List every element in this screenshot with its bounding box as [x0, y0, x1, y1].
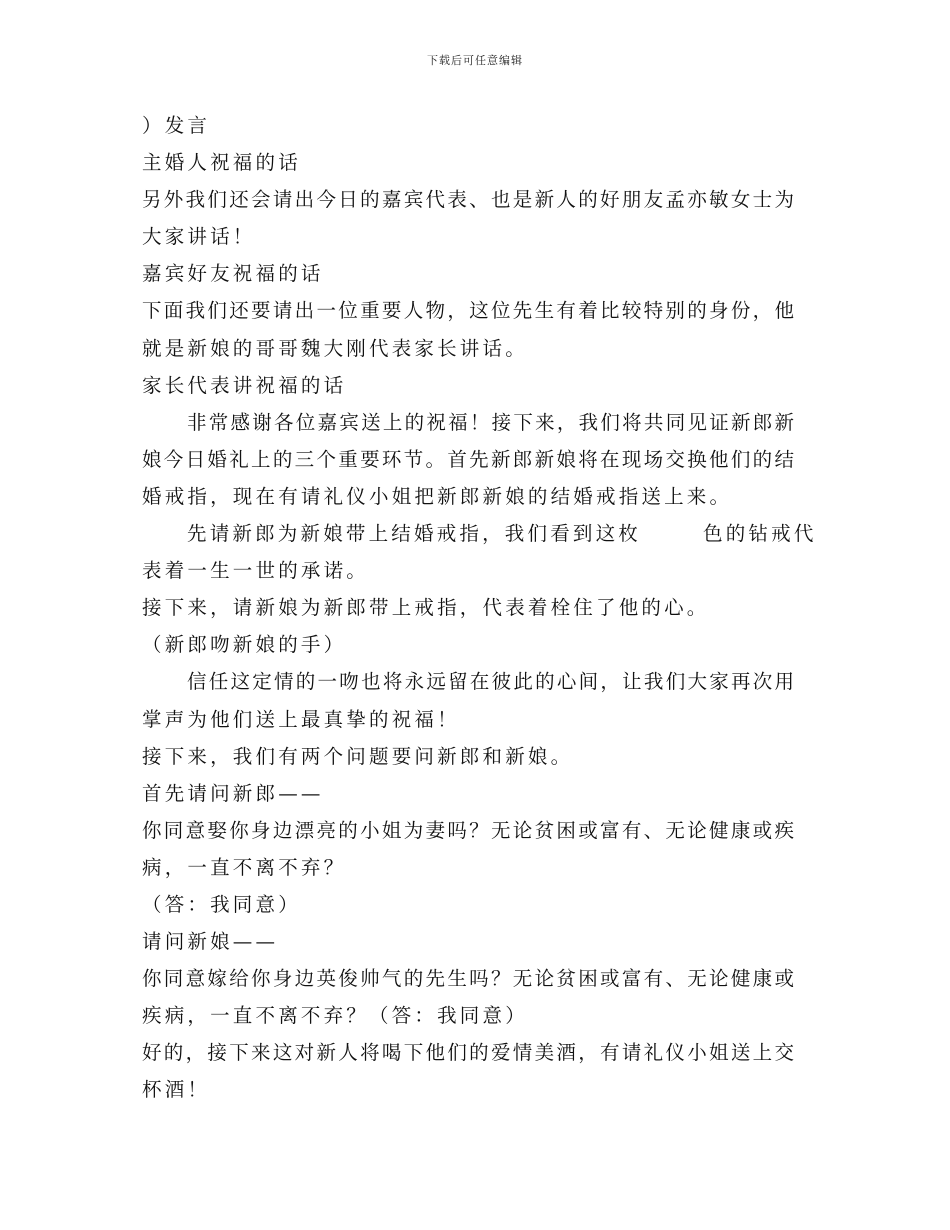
text-line: 表着一生一世的承诺。 [142, 559, 370, 583]
text-segment: 先请新郎为新娘带上结婚戒指，我们看到这枚 [187, 522, 642, 546]
text-line: 接下来，我们有两个问题要问新郎和新娘。 [142, 744, 574, 768]
text-line: 病，一直不离不弃？ [142, 855, 347, 879]
text-line: 你同意娶你身边漂亮的小姐为妻吗？无论贫困或富有、无论健康或疾 [142, 818, 794, 842]
page-header: 下载后可任意编辑 [427, 54, 523, 67]
text-line: 掌声为他们送上最真挚的祝福！ [142, 707, 460, 731]
text-line: 就是新娘的哥哥魏大刚代表家长讲话。 [142, 336, 528, 360]
text-line: 请问新娘—— [142, 930, 279, 954]
text-line: 你同意嫁给你身边英俊帅气的先生吗？无论贫困或富有、无论健康或 [142, 967, 794, 991]
document-body [142, 107, 817, 1109]
text-line: ）发言 [142, 114, 211, 137]
text-line: 家长代表讲祝福的话 [142, 373, 347, 397]
text-line: （答：我同意） [142, 892, 301, 916]
text-line [142, 515, 817, 552]
text-line: 首先请问新郎—— [142, 781, 324, 805]
text-line: 信任这定情的一吻也将永远留在彼此的心间，让我们大家再次用 [187, 670, 794, 694]
text-line: 好的，接下来这对新人将喝下他们的爱情美酒，有请礼仪小姐送上交 [142, 1041, 794, 1065]
text-line: 另外我们还会请出今日的嘉宾代表、也是新人的好朋友孟亦敏女士为 [142, 188, 794, 212]
text-line: 婚戒指，现在有请礼仪小姐把新郎新娘的结婚戒指送上来。 [142, 484, 733, 508]
text-line: 嘉宾好友祝福的话 [142, 262, 324, 286]
text-line: 大家讲话！ [142, 225, 256, 249]
text-line: 主婚人祝福的话 [142, 151, 301, 175]
text-segment: 色的钻戒代 [703, 522, 817, 546]
text-line: 非常感谢各位嘉宾送上的祝福！接下来，我们将共同见证新郎新 [187, 410, 794, 434]
text-line: 娘今日婚礼上的三个重要环节。首先新郎新娘将在现场交换他们的结 [142, 447, 794, 471]
text-line: 接下来，请新娘为新郎带上戒指，代表着栓住了他的心。 [142, 596, 710, 620]
text-line: 疾病，一直不离不弃？（答：我同意） [142, 1004, 528, 1028]
text-line: 杯酒！ [142, 1078, 211, 1102]
text-line: 下面我们还要请出一位重要人物，这位先生有着比较特别的身份，他 [142, 299, 794, 323]
text-line: （新郎吻新娘的手） [142, 633, 347, 657]
